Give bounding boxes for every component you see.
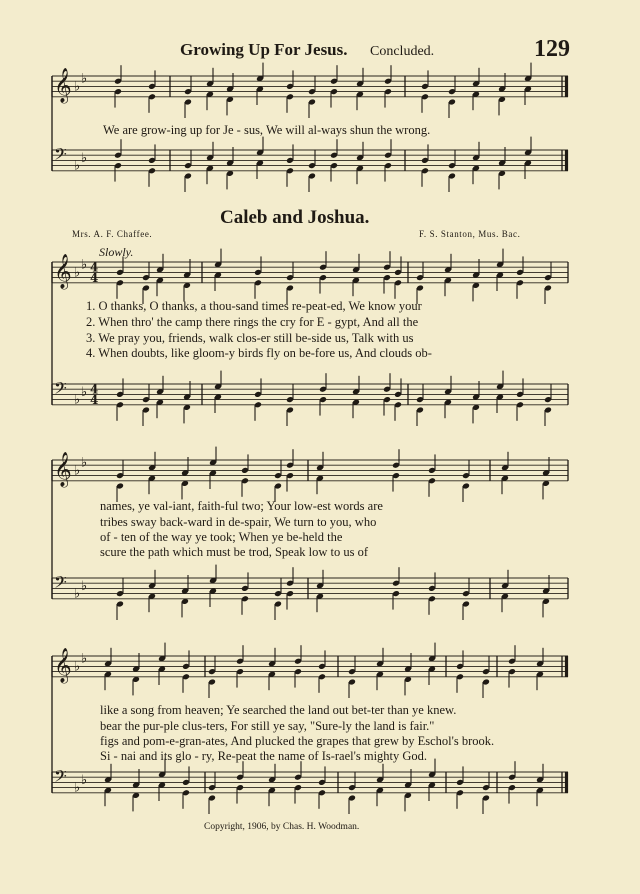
verse-line: figs and pom-e-gran-ates, And plucked the grapes that grew by Eschol's brook. xyxy=(100,734,495,748)
bass-clef-icon: 𝄢 xyxy=(54,572,67,596)
composer-credit: F. S. Stanton, Mus. Bac. xyxy=(419,229,521,239)
lyric-line: We are grow-ing up for Je - sus, We will al-ways shun the wrong. xyxy=(103,123,431,137)
flat-sign-icon: ♭ xyxy=(81,651,88,667)
time-signature-top: 4 xyxy=(90,382,99,397)
flat-sign-icon: ♭ xyxy=(81,578,88,594)
flat-sign-icon: ♭ xyxy=(74,392,81,408)
tempo-marking: Slowly. xyxy=(99,245,134,259)
flat-sign-icon: ♭ xyxy=(81,257,88,273)
verse-line: like a song from heaven; Ye searched the land out bet-ter than ye knew. xyxy=(100,703,457,717)
flat-sign-icon: ♭ xyxy=(81,71,88,87)
verse-line: scure the path which must be trod, Speak low to us of xyxy=(100,545,369,559)
concluded-label: Concluded. xyxy=(370,44,435,59)
treble-clef-icon: 𝄞 xyxy=(54,254,72,289)
page-number: 129 xyxy=(534,36,570,62)
verse-line: 4. When doubts, like gloom-y birds fly on be-fore us, And clouds ob- xyxy=(86,346,432,360)
flat-sign-icon: ♭ xyxy=(81,455,88,471)
treble-clef-icon: 𝄞 xyxy=(54,68,72,103)
bass-clef-icon: 𝄢 xyxy=(54,766,67,790)
flat-sign-icon: ♭ xyxy=(74,158,81,174)
flat-sign-icon: ♭ xyxy=(74,463,81,479)
bass-clef-icon: 𝄢 xyxy=(54,144,67,168)
treble-clef-icon: 𝄞 xyxy=(54,648,72,683)
song-title: Caleb and Joshua. xyxy=(220,207,370,228)
author-credit: Mrs. A. F. Chaffee. xyxy=(72,229,153,239)
copyright-notice: Copyright, 1906, by Chas. H. Woodman. xyxy=(204,822,360,832)
flat-sign-icon: ♭ xyxy=(81,772,88,788)
hymn-title-continued: Growing Up For Jesus. xyxy=(180,40,348,59)
flat-sign-icon: ♭ xyxy=(74,586,81,602)
bass-clef-icon: 𝄢 xyxy=(54,378,67,402)
flat-sign-icon: ♭ xyxy=(74,79,81,95)
verse-line: names, ye val-iant, faith-ful two; Your low-est words are xyxy=(100,499,383,513)
flat-sign-icon: ♭ xyxy=(81,384,88,400)
verse-line: 3. We pray you, friends, walk clos-er still be-side us, Talk with us xyxy=(86,331,414,345)
verse-line: 2. When thro' the camp there rings the cry for E - gypt, And all the xyxy=(86,315,419,329)
flat-sign-icon: ♭ xyxy=(74,659,81,675)
time-signature-bottom: 4 xyxy=(90,393,99,407)
verse-line: Si - nai and its glo - ry, Re-peat the name of Is-rael's mighty God. xyxy=(100,749,428,763)
verse-line: of - ten of the way ye took; When ye be-held the xyxy=(100,530,343,544)
time-signature-bottom: 4 xyxy=(90,271,99,285)
verse-line: bear the pur-ple clus-ters, For still ye say, "Sure-ly the land is fair." xyxy=(100,719,435,733)
treble-clef-icon: 𝄞 xyxy=(54,452,72,487)
flat-sign-icon: ♭ xyxy=(81,150,88,166)
verse-line: 1. O thanks, O thanks, a thou-sand times re-peat-ed, We know your xyxy=(86,299,422,313)
flat-sign-icon: ♭ xyxy=(74,265,81,281)
time-signature-top: 4 xyxy=(90,260,99,275)
verse-line: tribes sway back-ward in de-spair, We turn to you, who xyxy=(100,515,377,529)
flat-sign-icon: ♭ xyxy=(74,780,81,796)
